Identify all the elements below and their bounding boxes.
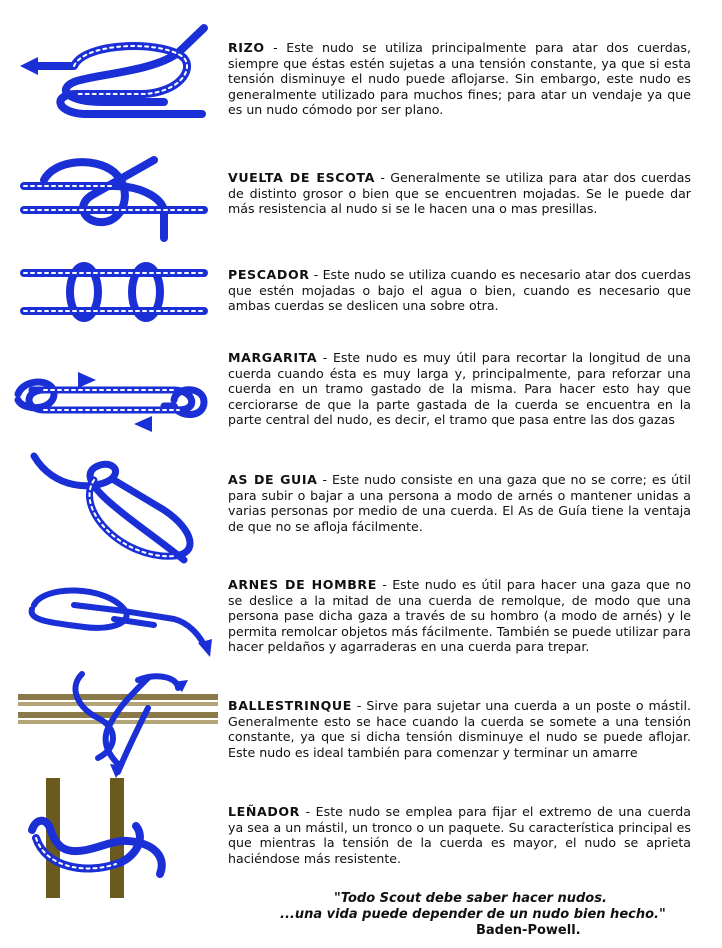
- clove-hitch-icon: [18, 668, 218, 778]
- harness-loop-icon: [14, 575, 214, 665]
- knot-description: Este nudo se utiliza cuando es necesario atar dos cuerdas que estén mojadas o bajo el agua o bien, cuando es necesario que ambas cuerdas se deslicen una sobre otra.: [228, 267, 691, 313]
- knot-description: Este nudo se utiliza principalmente para atar dos cuerdas, siempre que éstas estén sujetas a una tensión constante, ya que si esta tensión disminuye el nudo puede aflojarse. Sin embargo, este nudo es generalmente utilizado para muchos fines; para atar un vendaje ya que es un nudo cómodo por ser plano.: [228, 40, 691, 117]
- knot-description: Generalmente se utiliza para atar dos cuerdas de distinto grosor o bien que se encuentren mojadas. Se le puede dar más resistencia al nudo si se le hacen una o mas presillas.: [228, 170, 691, 216]
- sheet-bend-icon: [14, 150, 214, 250]
- knot-title: MARGARITA: [228, 350, 318, 365]
- knot-title: AS DE GUIA: [228, 472, 318, 487]
- bowline-icon: [14, 450, 214, 570]
- quote-line-1: "Todo Scout debe saber hacer nudos.: [334, 891, 607, 906]
- knot-description: Este nudo es útil para hacer una gaza que no se deslice a la mitad de una cuerda de remolque, de modo que una persona pase dicha gaza a través de su hombro (a modo de arnés) y le permita remolcar objetos más fácilmente. También se puede utilizar para hacer peldaños y agarraderas en una cuerda para trepar.: [228, 577, 691, 654]
- quote-line-2: ...una vida puede depender de un nudo bien hecho.": [280, 907, 666, 922]
- knot-title: BALLESTRINQUE: [228, 698, 352, 713]
- knot-title: VUELTA DE ESCOTA: [228, 170, 375, 185]
- quote-author: Baden-Powell.: [476, 923, 581, 938]
- knot-description: Este nudo consiste en una gaza que no se corre; es útil para subir o bajar a una persona a modo de arnés o mantener unidas a varias personas por medio de una cuerda. El As de Guía tiene la ventaja de que no se afloja fácilmente.: [228, 472, 691, 534]
- sheepshank-icon: [14, 350, 214, 440]
- knot-description: Este nudo se emplea para fijar el extremo de una cuerda ya sea a un mástil, un tronco o un paquete. Su característica principal es que mientras la tensión de la cuerda es mayor, el nudo se aprieta haciéndose más resistente.: [228, 804, 691, 866]
- knot-title: ARNES DE HOMBRE: [228, 577, 377, 592]
- knot-description: Este nudo es muy útil para recortar la longitud de una cuerda cuando ésta es muy larga y, principalmente, para reforzar una cuerda en un tramo gastado de la misma. Para hacer esto hay que cerciorarse de que la parte gastada de la cuerda se encuentra en la parte central del nudo, es decir, el tramo que pasa entre las dos gazas: [228, 350, 691, 427]
- knot-title: RIZO: [228, 40, 265, 55]
- knot-description: Sirve para sujetar una cuerda a un poste o mástil. Generalmente esto se hace cuando la cuerda se somete a una tensión constante, ya que si dicha tensión disminuye el nudo se puede aflojar. Este nudo es ideal también para comenzar y terminar un amarre: [228, 698, 691, 760]
- timber-hitch-icon: [26, 778, 226, 898]
- reef-knot-icon: [14, 22, 214, 122]
- knot-title: PESCADOR: [228, 267, 310, 282]
- closing-quote: [270, 891, 690, 939]
- knot-title: LEÑADOR: [228, 804, 300, 819]
- fishermans-knot-icon: [14, 255, 214, 335]
